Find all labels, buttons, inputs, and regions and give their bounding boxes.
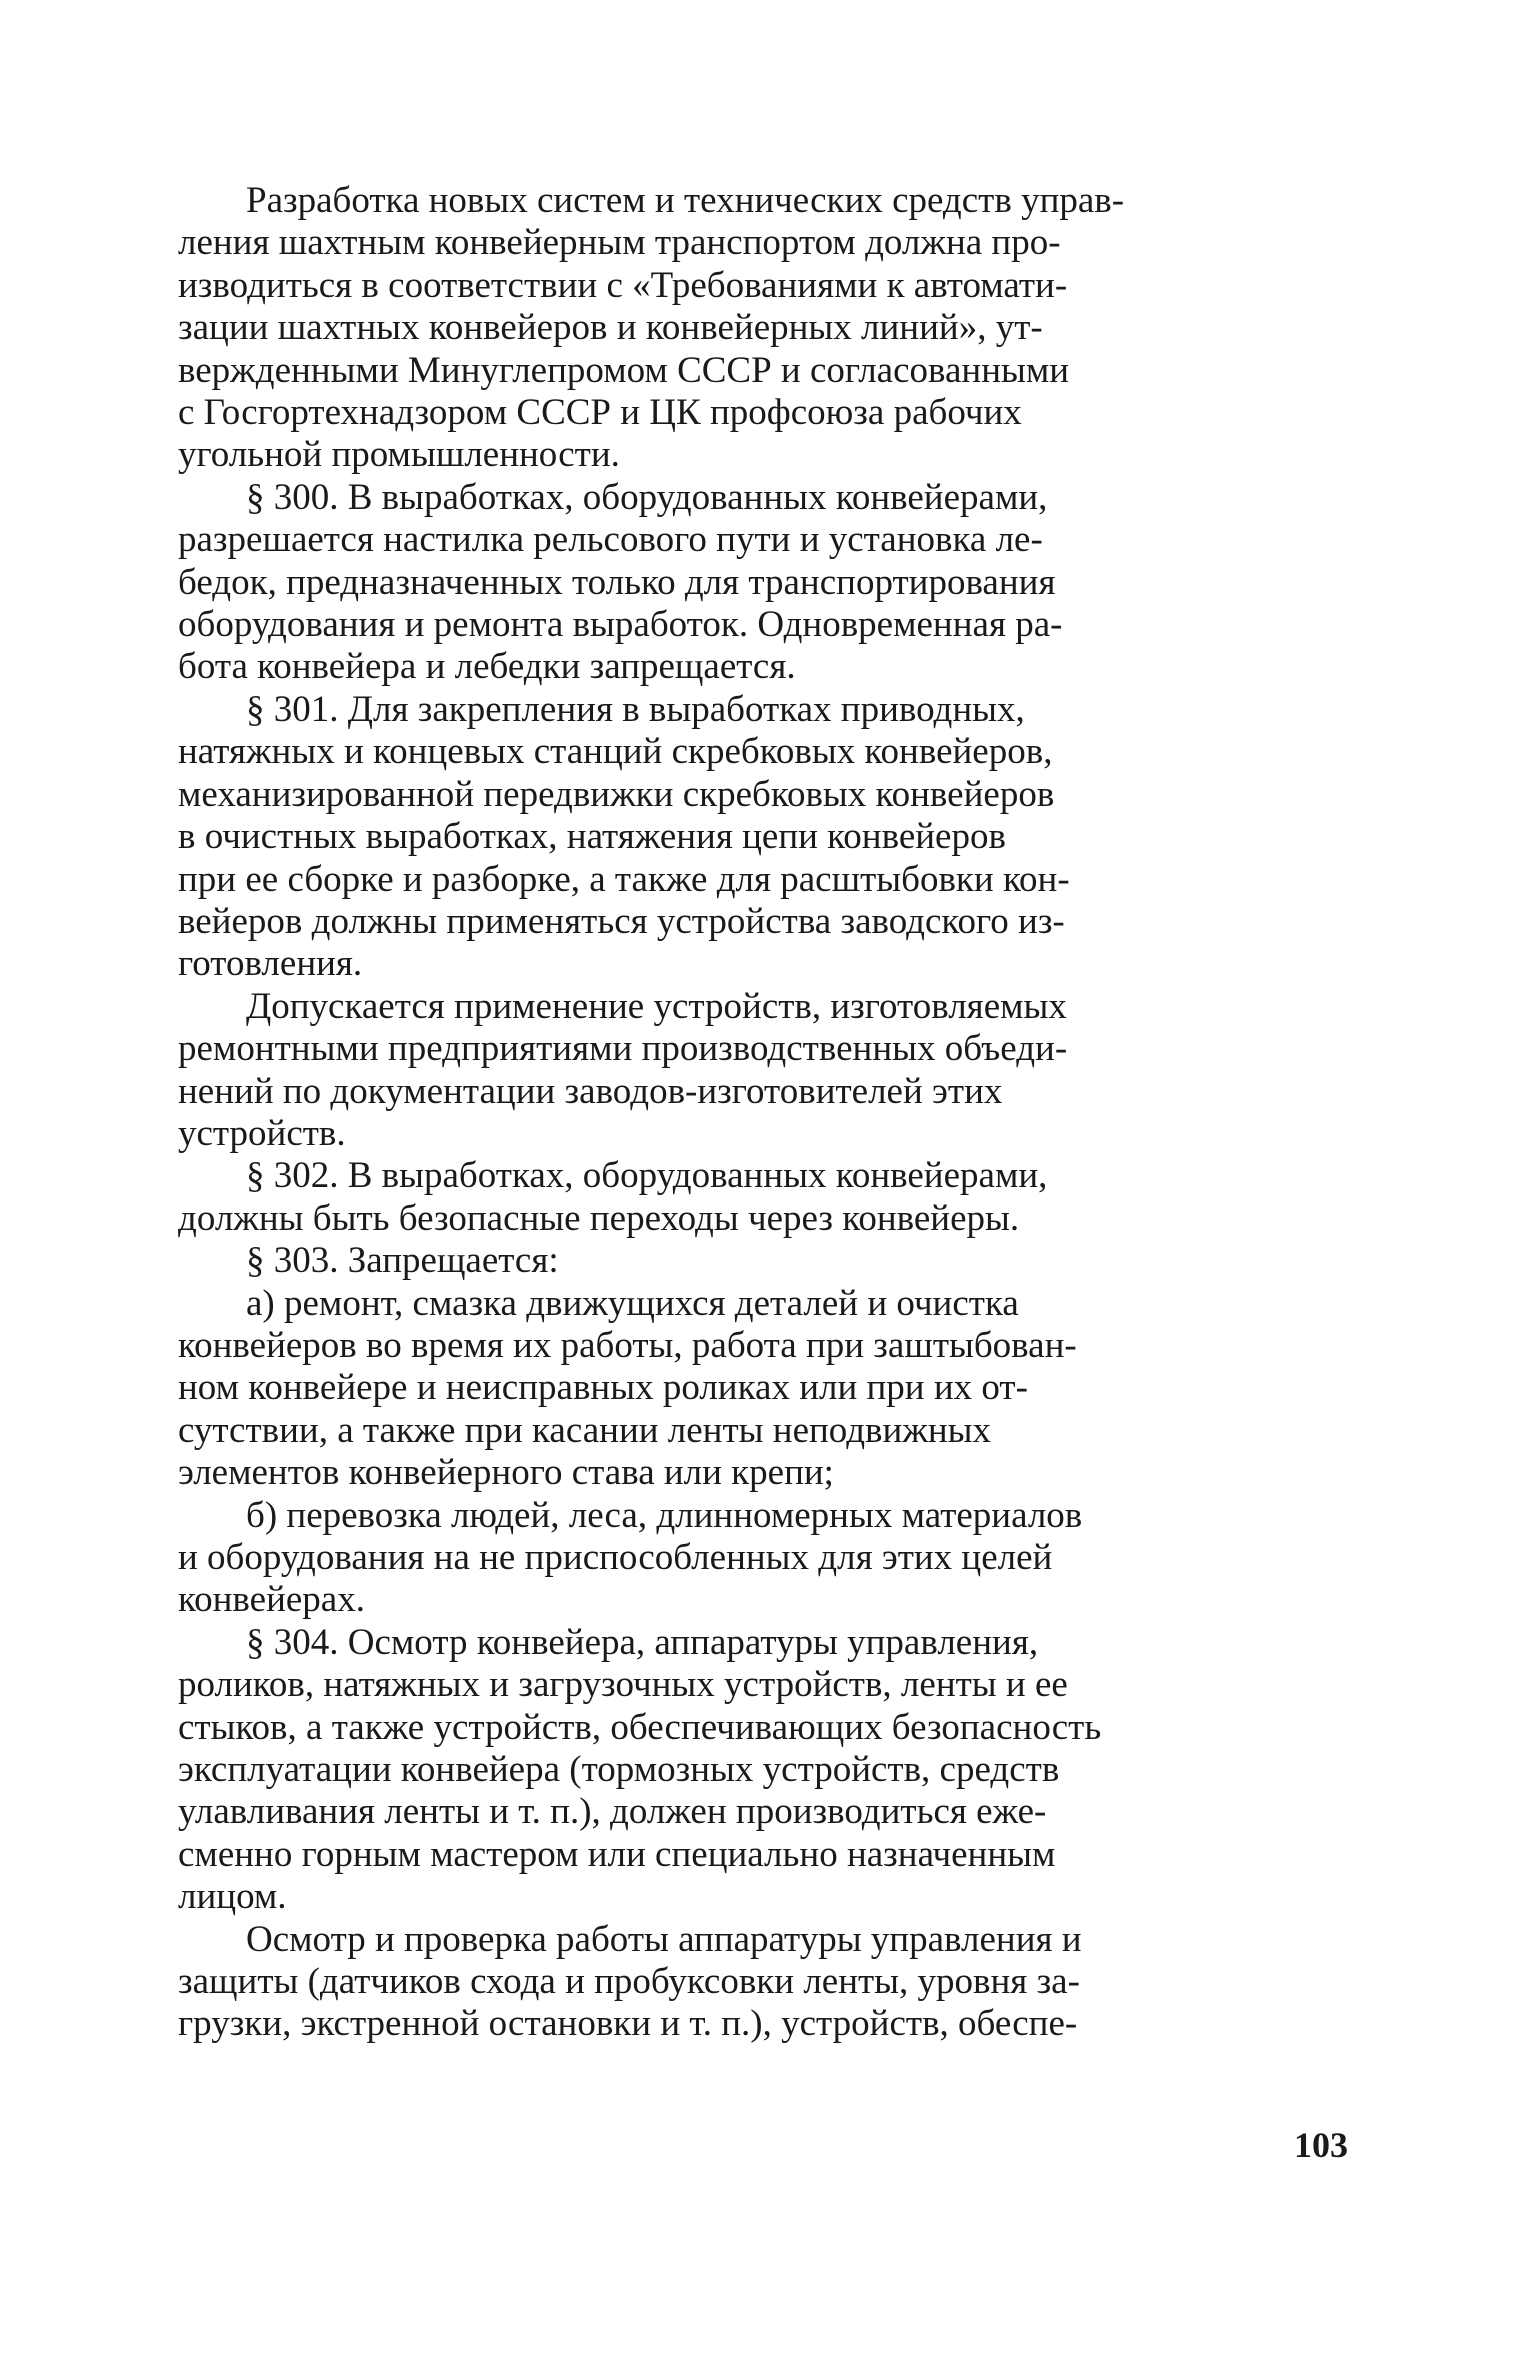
page-body xyxy=(178,180,1348,2046)
paragraph-section-304: § 304. Осмотр конвейера, аппаратуры управления, роликов, натяжных и загрузочных устройств, ленты и ее стыков, а также устройств, обеспечивающих безопасность эксплуатации конвейера (тормозных устройств, средств улавливания ленты и т. п.), должен производиться еже- сменно горным мастером или специально назначенным лицом. xyxy=(178,1621,1102,1918)
paragraph-intro: Разработка новых систем и технических средств управ- ления шахтным конвейерным транспортом должна про- изводиться в соответствии с «Требованиями к автомати- зации шахтных конвейеров и конвейерных линий», ут- вержденными Минуглепромом СССР и согласованными с Госгортехнадзором СССР и ЦК профсоюза рабочих угольной промышленности. xyxy=(178,180,1125,476)
paragraph-section-301: § 301. Для закрепления в выработках приводных, натяжных и концевых станций скребковых конвейеров, механизированной передвижки скребковых конвейеров в очистных выработках, натяжения цепи конвейеров при ее сборке и разборке, а также для расштыбовки кон- вейеров должны применяться устройства заводского из- готовления. xyxy=(178,688,1070,985)
paragraph-section-303-item-b: б) перевозка людей, леса, длинномерных материалов и оборудования на не приспособленных для этих целей конвейерах. xyxy=(178,1494,1083,1621)
paragraph-section-303: § 303. Запрещается: xyxy=(246,1240,559,1282)
paragraph-section-301-allowance: Допускается применение устройств, изготовляемых ремонтными предприятиями производственных объеди- нений по документации заводов-изготовителей этих устройств. xyxy=(178,985,1068,1154)
paragraph-section-300: § 300. В выработках, оборудованных конвейерами, разрешается настилка рельсового пути и установка ле- бедок, предназначенных только для транспортирования оборудования и ремонта выработок. Одновременная ра- бота конвейера и лебедки запрещается. xyxy=(178,476,1063,688)
paragraph-section-302: § 302. В выработках, оборудованных конвейерами, должны быть безопасные переходы через конвейеры. xyxy=(178,1155,1048,1239)
page-number: 103 xyxy=(1294,2125,1348,2165)
paragraph-section-304-inspection: Осмотр и проверка работы аппаратуры управления и защиты (датчиков схода и пробуксовки ленты, уровня за- грузки, экстренной остановки и т. п.), устройств, обеспе- xyxy=(178,1918,1082,2045)
paragraph-section-303-item-a: а) ремонт, смазка движущихся деталей и очистка конвейеров во время их работы, работа при заштыбован- ном конвейере и неисправных роликах или при их от- сутствии, а также при касании ленты неподвижных элементов конвейерного става или крепи; xyxy=(178,1282,1077,1494)
